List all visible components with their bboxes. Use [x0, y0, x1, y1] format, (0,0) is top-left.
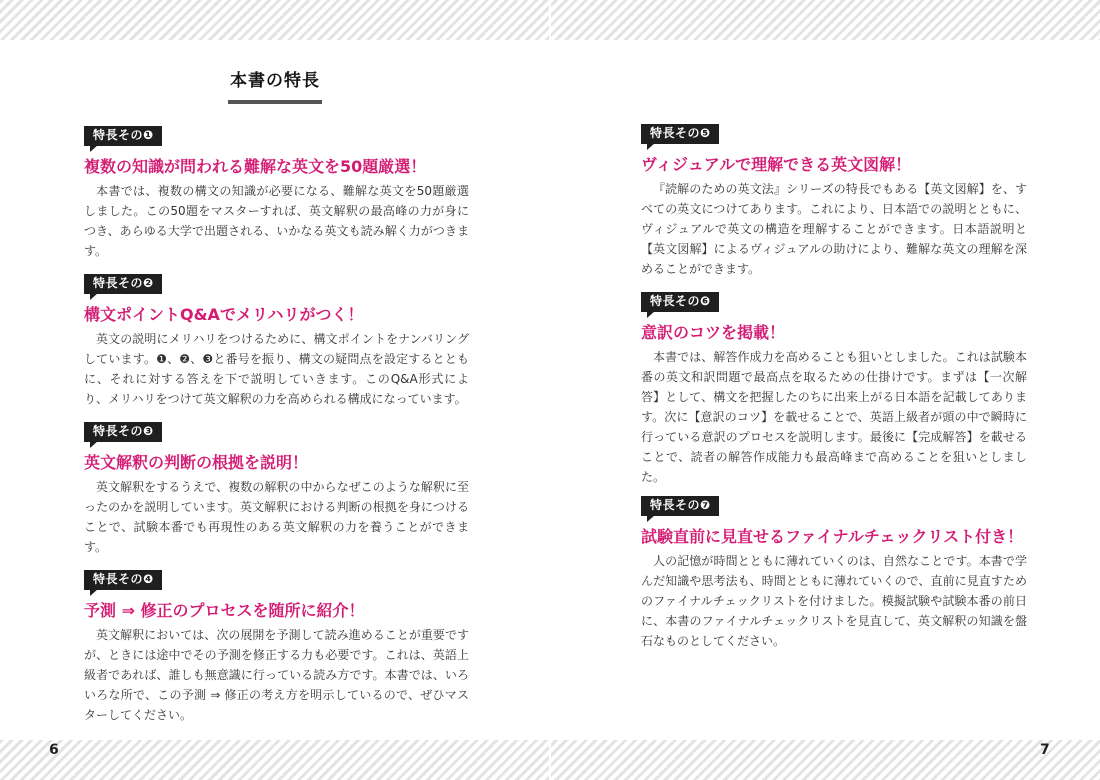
feature-heading: 予測 ⇒ 修正のプロセスを随所に紹介！: [84, 601, 365, 620]
feature-3: [84, 420, 469, 557]
page-number-left: 6: [49, 742, 59, 758]
feature-4: [84, 568, 469, 725]
feature-badge: 特長その❷: [84, 274, 162, 294]
feature-badge: 特長その❻: [641, 292, 719, 312]
feature-1: [84, 124, 469, 261]
feature-body: 本書では、解答作成力を高めることも狙いとしました。これは試験本番の英文和訳問題で最高点を取るための仕掛けです。まずは【一次解答】として、構文を把握したのちに出来上がる日本語を記載してあります。次に【意訳のコツ】を載せることで、英語上級者が頭の中で瞬時に行っている意訳のプロセスを説明します。最後に【完成解答】を載せることで、読者の解答作成能力も最高峰まで高めることを狙いとしました。: [641, 350, 1027, 484]
feature-badge: 特長その❹: [84, 570, 162, 590]
section-title: 本書の特長: [228, 66, 322, 104]
feature-body: 英文の説明にメリハリをつけるために、構文ポイントをナンバリングしています。❶、❷、❸と番号を振り、構文の疑問点を設定するとともに、それに対する答えを下で説明していきます。このQ&A形式により、メリハリをつけて英文解釈の力を高められる構成になっています。: [84, 332, 469, 406]
page-gutter: [549, 0, 551, 780]
feature-body: 英文解釈においては、次の展開を予測して読み進めることが重要ですが、ときには途中でその予測を修正する力も必要です。これは、英語上級者であれば、誰しも無意識に行っている読み方です。本書では、いろいろな所で、この予測 ⇒ 修正の考え方を明示しているので、ぜひマスターしてください。: [84, 628, 469, 722]
page-number-right: 7: [1040, 742, 1050, 758]
feature-badge: 特長その❸: [84, 422, 162, 442]
feature-body: 『読解のための英文法』シリーズの特長でもある【英文図解】を、すべての英文につけてあります。これにより、日本語での説明とともに、ヴィジュアルで英文の構造を理解することができます。日本語説明と【英文図解】によるヴィジュアルの助けにより、難解な英文の理解を深めることができます。: [641, 182, 1027, 276]
feature-2: [84, 272, 469, 409]
feature-heading: 意訳のコツを掲載！: [641, 323, 786, 342]
feature-body: 本書では、複数の構文の知識が必要になる、難解な英文を50題厳選しました。この50題をマスターすれば、英文解釈の最高峰の力が身につき、あらゆる大学で出題される、いかなる英文も読み解く力がつきます。: [84, 184, 469, 258]
feature-heading: 複数の知識が問われる難解な英文を50題厳選！: [84, 157, 427, 176]
feature-heading: 英文解釈の判断の根拠を説明！: [84, 453, 309, 472]
feature-badge: 特長その❼: [641, 496, 719, 516]
feature-badge: 特長その❶: [84, 126, 162, 146]
feature-heading: 試験直前に見直せるファイナルチェックリスト付き！: [641, 527, 1024, 546]
feature-body: 英文解釈をするうえで、複数の解釈の中からなぜこのような解釈に至ったのかを説明しています。英文解釈における判断の根拠を身につけることで、試験本番でも再現性のある英文解釈の力を養うことができます。: [84, 480, 469, 554]
feature-5: [641, 122, 1027, 279]
feature-heading: ヴィジュアルで理解できる英文図解！: [641, 155, 912, 174]
feature-badge: 特長その❺: [641, 124, 719, 144]
feature-6: [641, 290, 1027, 487]
feature-heading: 構文ポイントQ&Aでメリハリがつく！: [84, 305, 364, 324]
feature-body: 人の記憶が時間とともに薄れていくのは、自然なことです。本書で学んだ知識や思考法も、時間とともに薄れていくので、直前に見直すためのファイナルチェックリストを付けました。模擬試験や試験本番の前日に、本書のファイナルチェックリストを見直して、英文解釈の知識を盤石なものとしてください。: [641, 554, 1027, 648]
feature-7: [641, 494, 1027, 651]
